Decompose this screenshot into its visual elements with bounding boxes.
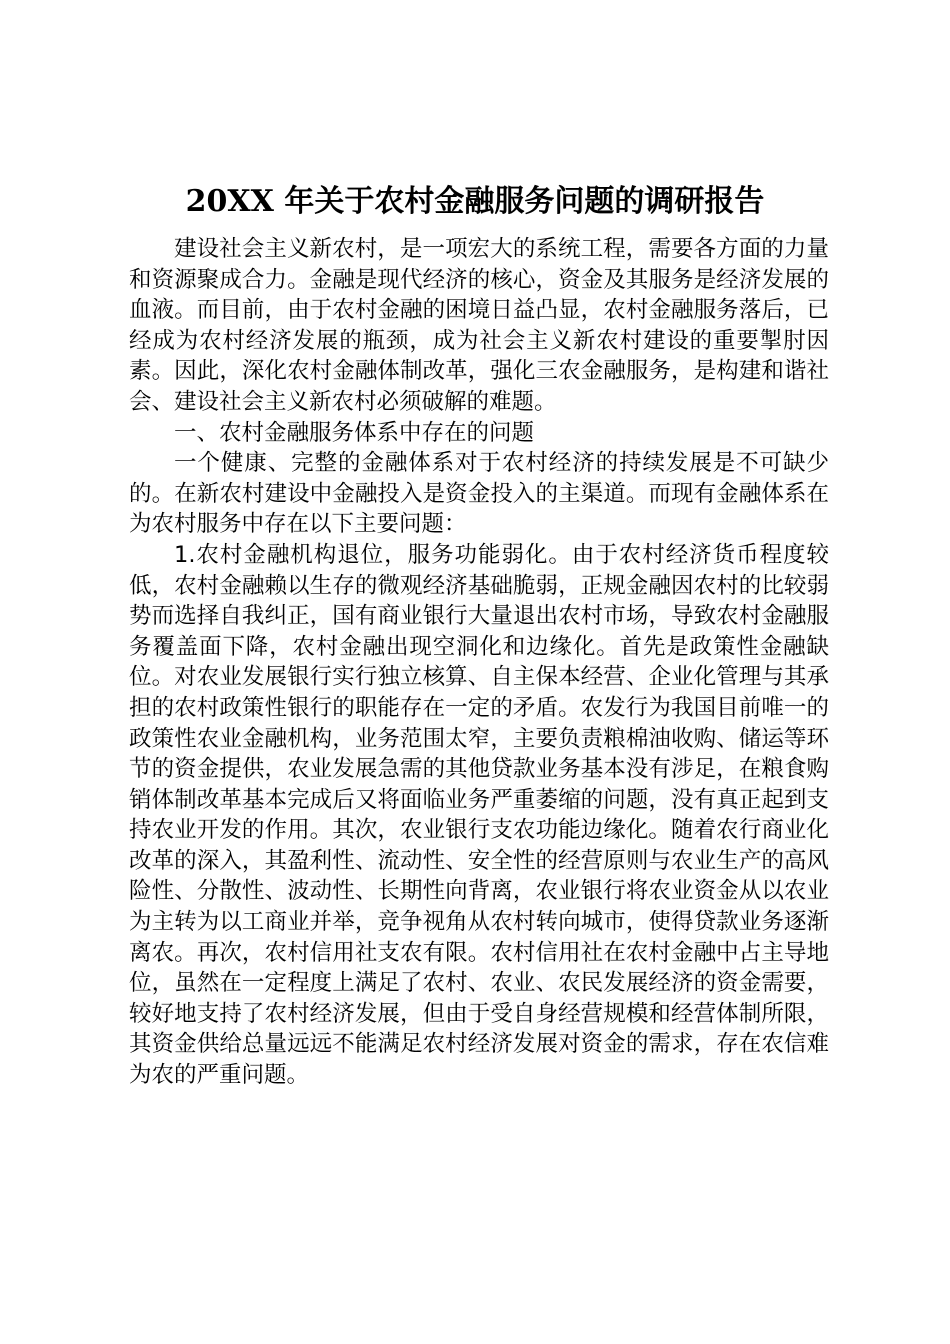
paragraph-point-1: 1.农村金融机构退位，服务功能弱化。由于农村经济货币程度较低，农村金融赖以生存的微观经济基础脆弱，正规金融因农村的比较弱势而选择自我纠正，国有商业银行大量退出农村市场，导致农村金融服务覆盖面下降，农村金融出现空洞化和边缘化。首先是政策性金融缺位。对农业发展银行实行独立核算、自主保本经营、企业化管理与其承担的农村政策性银行的职能存在一定的矛盾。农发行为我国目前唯一的政策性农业金融机构，业务范围太窄，主要负责粮棉油收购、储运等环节的资金提供，农业发展急需的其他贷款业务基本没有涉足，在粮食购销体制改革基本完成后又将面临业务严重萎缩的问题，没有真正起到支持农业开发的作用。其次，农业银行支农功能边缘化。随着农行商业化改革的深入，其盈利性、流动性、安全性的经营原则与农业生产的高风险性、分散性、波动性、长期性向背离，农业银行将农业资金从以农业为主转为以工商业并举，竞争视角从农村转向城市，使得贷款业务逐渐离农。再次，农村信用社支农有限。农村信用社在农村金融中占主导地位，虽然在一定程度上满足了农村、农业、农民发展经济的资金需要，较好地支持了农村经济发展，但由于受自身经营规模和经营体制所限，其资金供给总量远远不能满足农村经济发展对资金的需求，存在农信难为农的严重问题。 bbox=[129, 541, 829, 1089]
document-body bbox=[129, 234, 829, 1091]
section-heading: 一、农村金融服务体系中存在的问题 bbox=[174, 419, 535, 446]
paragraph-overview: 一个健康、完整的金融体系对于农村经济的持续发展是不可缺少的。在新农村建设中金融投入是资金投入的主渠道。而现有金融体系在为农村服务中存在以下主要问题： bbox=[129, 450, 829, 538]
paragraph-intro: 建设社会主义新农村，是一项宏大的系统工程，需要各方面的力量和资源聚成合力。金融是现代经济的核心，资金及其服务是经济发展的血液。而目前，由于农村金融的困境日益凸显，农村金融服务落后，已经成为农村经济发展的瓶颈，成为社会主义新农村建设的重要掣肘因素。因此，深化农村金融体制改革，强化三农金融服务，是构建和谐社会、建设社会主义新农村必须破解的难题。 bbox=[129, 236, 829, 415]
document-title: 20XX 年关于农村金融服务问题的调研报告 bbox=[185, 184, 765, 219]
